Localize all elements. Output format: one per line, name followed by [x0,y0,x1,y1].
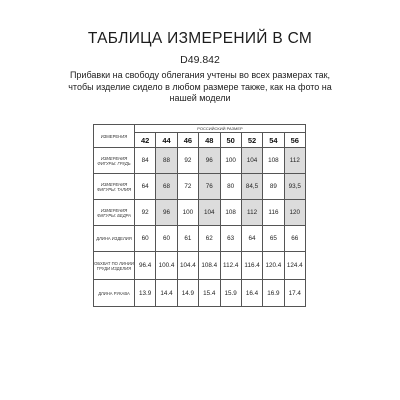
table-cell: 112.4 [220,252,241,280]
table-cell: 84,5 [241,174,262,200]
table-row [94,174,306,200]
table-cell: 116 [263,200,284,226]
table-cell: 64 [241,226,262,252]
table-cell: 100 [220,148,241,174]
row-label: ИЗМЕРЕНИЯ ФИГУРЫ: ГРУДЬ [94,148,135,174]
table-row [94,200,306,226]
table-row [94,148,306,174]
table-cell: 93,5 [284,174,305,200]
size-header-52: 52 [241,133,262,148]
size-header-46: 46 [177,133,198,148]
table-cell: 63 [220,226,241,252]
table-cell: 108 [220,200,241,226]
table-cell: 15.9 [220,280,241,307]
table-cell: 84 [135,148,156,174]
group-header: РОССИЙСКИЙ РАЗМЕР [135,125,306,133]
table-cell: 64 [135,174,156,200]
table-cell: 104 [199,200,220,226]
table-body [94,148,306,307]
table-row [94,252,306,280]
table-cell: 16.9 [263,280,284,307]
table-cell: 72 [177,174,198,200]
product-code: D49.842 [180,54,220,66]
table-cell: 104.4 [177,252,198,280]
table-cell: 60 [156,226,177,252]
table-cell: 88 [156,148,177,174]
table-cell: 89 [263,174,284,200]
table-cell: 92 [177,148,198,174]
table-cell: 104 [241,148,262,174]
table-cell: 108.4 [199,252,220,280]
table-cell: 65 [263,226,284,252]
table-cell: 96 [156,200,177,226]
row-label: ДЛИНА ИЗДЕЛИЯ [94,226,135,252]
table-cell: 120.4 [263,252,284,280]
size-header-54: 54 [263,133,284,148]
table-cell: 112 [284,148,305,174]
table-cell: 62 [199,226,220,252]
size-header-42: 42 [135,133,156,148]
table-cell: 100.4 [156,252,177,280]
size-chart-table [93,124,306,307]
row-label: ИЗМЕРЕНИЯ ФИГУРЫ: ТАЛИЯ [94,174,135,200]
table-cell: 96 [199,148,220,174]
group-header-row [94,125,306,133]
table-row [94,226,306,252]
row-label: ДЛИНА РУКАВА [94,280,135,307]
table-cell: 17.4 [284,280,305,307]
table-cell: 15.4 [199,280,220,307]
table-cell: 108 [263,148,284,174]
table-cell: 14.4 [156,280,177,307]
table-cell: 13.9 [135,280,156,307]
table-cell: 16.4 [241,280,262,307]
table-cell: 80 [220,174,241,200]
table-cell: 120 [284,200,305,226]
table-cell: 66 [284,226,305,252]
size-header-48: 48 [199,133,220,148]
table-cell: 60 [135,226,156,252]
size-header-44: 44 [156,133,177,148]
table-cell: 124.4 [284,252,305,280]
size-header-56: 56 [284,133,305,148]
size-header-50: 50 [220,133,241,148]
table-cell: 92 [135,200,156,226]
row-label: ОБХВАТ ПО ЛИНИИ ГРУДИ ИЗДЕЛИЯ [94,252,135,280]
table-cell: 100 [177,200,198,226]
table-cell: 14.9 [177,280,198,307]
table-cell: 61 [177,226,198,252]
corner-label: ИЗМЕРЕНИЯ [94,125,135,148]
page-title: ТАБЛИЦА ИЗМЕРЕНИЙ В СМ [87,30,313,47]
table-cell: 96.4 [135,252,156,280]
table-row [94,280,306,307]
table-cell: 68 [156,174,177,200]
fit-note: Прибавки на свободу облегания учтены во всех размерах так, чтобы изделие сидело в любом размере также, как на фото на нашей модели [68,70,332,103]
table-cell: 116.4 [241,252,262,280]
table-cell: 76 [199,174,220,200]
row-label: ИЗМЕРЕНИЯ ФИГУРЫ: БЕДРА [94,200,135,226]
table-cell: 112 [241,200,262,226]
